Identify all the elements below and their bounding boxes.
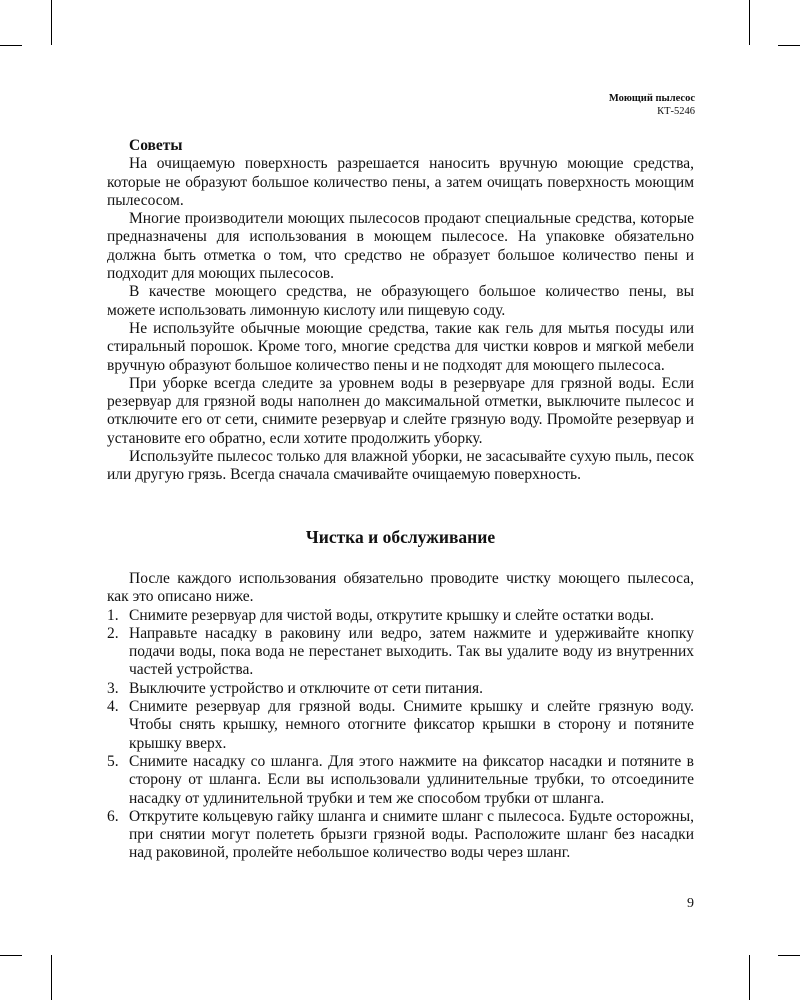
header-model: КТ-5246: [657, 106, 695, 117]
crop-mark: [778, 955, 800, 956]
step-number: 1.: [107, 606, 119, 624]
cleaning-intro: После каждого использования обязательно проводите чистку моющего пылесоса, как это описано ниже.: [107, 569, 694, 606]
crop-mark: [749, 0, 750, 45]
list-item: [107, 698, 694, 753]
step-text: Снимите резервуар для грязной воды. Снимите крышку и слейте грязную воду. Чтобы снять крышку, немного отогните фиксатор крышки в сторону и потяните крышку вверх.: [129, 698, 694, 752]
crop-mark: [0, 45, 22, 46]
header-product: Моющий пылесос: [608, 93, 695, 104]
crop-mark: [51, 0, 52, 45]
step-text: Снимите насадку со шланга. Для этого нажмите на фиксатор насадки и потяните в сторону от шланга. Если вы использовали удлинительные трубки, то отсоедините насадку от удлинительной трубки и тем же способом трубки от шланга.: [129, 752, 694, 807]
step-text: Направьте насадку в раковину или ведро, затем нажмите и удерживайте кнопку подачи воды, пока вода не перестанет выходить. Так вы удалите воду из внутренних частей устройства.: [129, 624, 694, 679]
crop-mark: [51, 955, 52, 1000]
list-item: [107, 808, 694, 863]
step-text: Снимите резервуар для чистой воды, открутите крышку и слейте остатки воды.: [129, 606, 655, 624]
step-number: 5.: [107, 752, 119, 770]
tips-paragraph: Используйте пылесос только для влажной уборки, не засасывайте сухую пыль, песок или другую грязь. Всегда сначала смачивайте очищаемую поверхность.: [107, 448, 694, 484]
running-header: [609, 92, 695, 118]
tips-paragraph: Многие производители моющих пылесосов продают специальные средства, которые предназначены для использования в моющем пылесосе. На упаковке обязательно должна быть отметка о том, что средство не образует большое количество пены и подходит для моющих пылесосов.: [107, 210, 694, 283]
cleaning-steps: [107, 607, 694, 863]
step-number: 3.: [107, 679, 119, 697]
crop-mark: [0, 955, 22, 956]
list-item: [107, 680, 694, 698]
tips-paragraph: В качестве моющего средства, не образующего большое количество пены, вы можете использовать лимонную кислоту или пищевую соду.: [107, 283, 694, 319]
page-number: 9: [687, 896, 694, 911]
step-number: 2.: [107, 624, 119, 642]
step-number: 6.: [107, 807, 119, 825]
crop-mark: [778, 45, 800, 46]
page-body: [107, 137, 694, 863]
tips-paragraph: При уборке всегда следите за уровнем воды в резервуаре для грязной воды. Если резервуар для грязной воды наполнен до максимальной отметки, выключите пылесос и отключите его от сети, снимите резервуар и слейте грязную воду. Промойте резервуар и установите его обратно, если хотите продолжить уборку.: [107, 374, 694, 447]
tips-heading: Советы: [129, 137, 183, 154]
tips-paragraph: На очищаемую поверхность разрешается наносить вручную моющие средства, которые не образуют большое количество пены, а затем очищать поверхность моющим пылесосом.: [107, 155, 694, 209]
tips-paragraph: Не используйте обычные моющие средства, такие как гель для мытья посуды или стиральный порошок. Кроме того, многие средства для чистки ковров и мягкой мебели вручную образуют большое количество пены и не подходят для моющего пылесоса.: [107, 319, 694, 374]
list-item: [107, 753, 694, 808]
step-text: Выключите устройство и отключите от сети питания.: [129, 679, 483, 697]
crop-mark: [749, 955, 750, 1000]
list-item: [107, 625, 694, 680]
section-title: Чистка и обслуживание: [305, 526, 496, 547]
list-item: [107, 607, 694, 625]
step-number: 4.: [107, 698, 119, 716]
step-text: Открутите кольцевую гайку шланга и снимите шланг с пылесоса. Будьте осторожны, при снятии могут полететь брызги грязной воды. Расположите шланг без насадки над раковиной, пролейте небольшое количество воды через шланг.: [129, 807, 694, 862]
